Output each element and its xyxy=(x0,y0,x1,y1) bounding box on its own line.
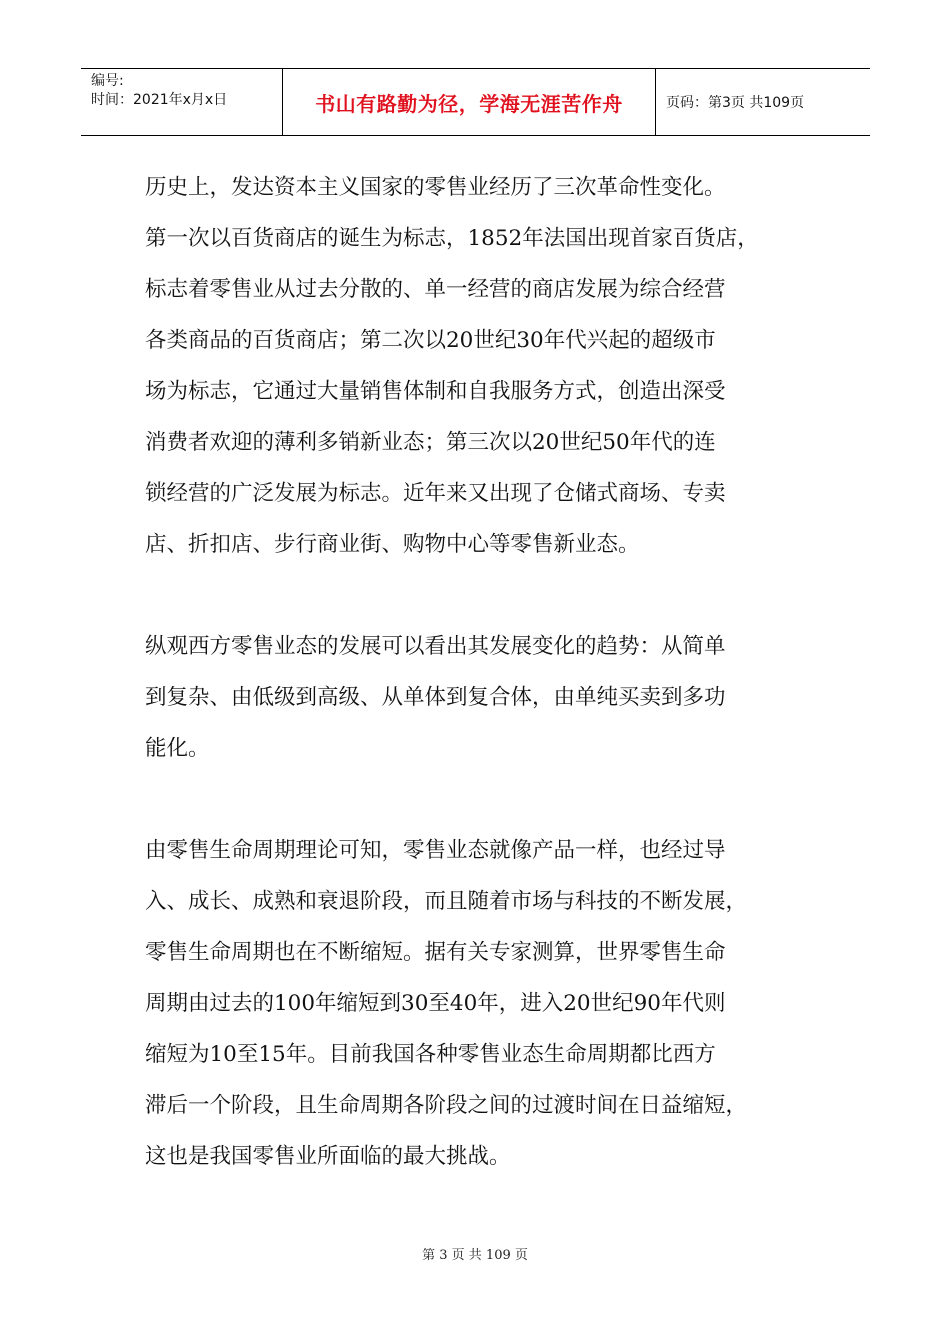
header-motto: 书山有路勤为径，学海无涯苦作舟 xyxy=(283,69,656,135)
text-line: 各类商品的百货商店；第二次以20世纪30年代兴起的超级市 xyxy=(145,328,716,353)
serial-number-label: 编号: xyxy=(91,73,124,89)
text-line: 能化。 xyxy=(145,736,210,761)
page-footer: 第 3 页 共 109 页 xyxy=(422,1248,528,1263)
text-line: 店、折扣店、步行商业街、购物中心等零售新业态。 xyxy=(145,532,640,557)
text-line: 由零售生命周期理论可知，零售业态就像产品一样，也经过导 xyxy=(145,838,726,863)
text-line: 锁经营的广泛发展为标志。近年来又出现了仓储式商场、专卖 xyxy=(145,481,726,506)
text-line: 标志着零售业从过去分散的、单一经营的商店发展为综合经营 xyxy=(145,277,726,302)
paragraph xyxy=(145,621,835,774)
date-label: 时间：2021年x月x日 xyxy=(91,92,228,108)
document-body xyxy=(145,162,835,1233)
text-line: 零售生命周期也在不断缩短。据有关专家测算，世界零售生命 xyxy=(145,940,726,965)
text-line: 入、成长、成熟和衰退阶段，而且随着市场与科技的不断发展， xyxy=(145,889,748,914)
text-line: 消费者欢迎的薄利多销新业态；第三次以20世纪50年代的连 xyxy=(145,430,716,455)
paragraph xyxy=(145,825,835,1182)
header-page-code: 页码：第3页 共109页 xyxy=(666,95,805,111)
text-line: 周期由过去的100年缩短到30至40年，进入20世纪90年代则 xyxy=(145,991,726,1016)
text-line: 历史上，发达资本主义国家的零售业经历了三次革命性变化。 xyxy=(145,175,726,200)
text-line: 场为标志，它通过大量销售体制和自我服务方式，创造出深受 xyxy=(145,379,726,404)
paragraph xyxy=(145,162,835,570)
page-header xyxy=(81,68,870,136)
text-line: 这也是我国零售业所面临的最大挑战。 xyxy=(145,1144,511,1169)
text-line: 纵观西方零售业态的发展可以看出其发展变化的趋势：从简单 xyxy=(145,634,726,659)
text-line: 滞后一个阶段，且生命周期各阶段之间的过渡时间在日益缩短， xyxy=(145,1093,748,1118)
text-line: 第一次以百货商店的诞生为标志，1852年法国出现首家百货店， xyxy=(145,226,759,251)
text-line: 缩短为10至15年。目前我国各种零售业态生命周期都比西方 xyxy=(145,1042,716,1067)
header-meta-cell xyxy=(81,69,283,135)
text-line: 到复杂、由低级到高级、从单体到复合体，由单纯买卖到多功 xyxy=(145,685,726,710)
